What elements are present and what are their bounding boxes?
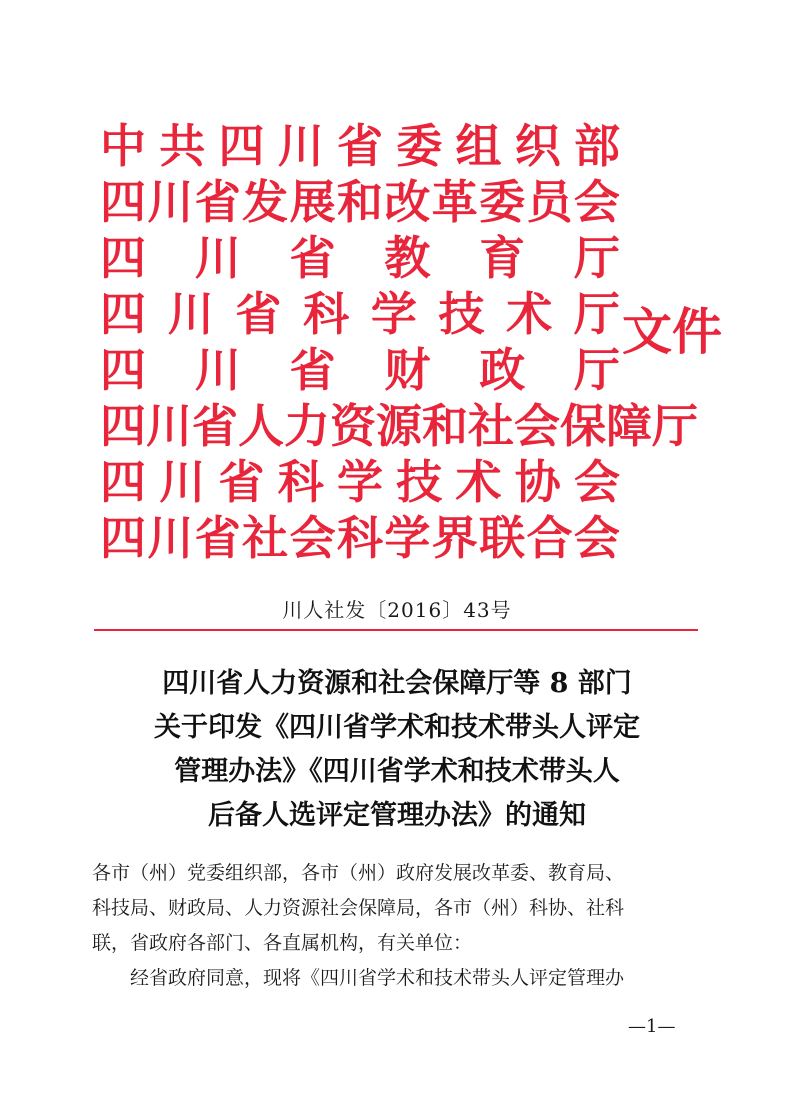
page-number: —1— <box>628 1016 676 1037</box>
document-suffix: 文件 <box>622 303 722 361</box>
body-line: 联，省政府各部门、各直属机构，有关单位： <box>92 932 473 954</box>
title-line: 后备人选评定管理办法》的通知 <box>208 800 586 831</box>
body-line: 各市（州）党委组织部，各市（州）政府发展改革委、教育局、 <box>92 862 625 884</box>
issuer-line: 四 川 省 社 会 科 学 界 联 合 会 <box>100 511 620 565</box>
document-number: 川人社发〔2016〕43号 <box>282 598 512 622</box>
body-line: 经省政府同意，现将《四川省学术和技术带头人评定管理办 <box>130 967 625 989</box>
body-line: 科技局、财政局、人力资源社会保障局，各市（州）科协、社科 <box>92 897 625 919</box>
issuer-line: 四 川 省 科 学 技 术 协 会 <box>100 455 620 509</box>
issuer-line: 四 川 省 科 学 技 术 厅 <box>100 287 620 341</box>
notice-body <box>92 856 704 996</box>
title-line: 管理办法》《四川省学术和技术带头人 <box>174 756 620 787</box>
issuer-line: 四 川 省 财 政 厅 <box>100 343 620 397</box>
issuer-line: 四 川 省 教 育 厅 <box>100 231 620 285</box>
title-line: 四川省人力资源和社会保障厅等 8 部门 <box>162 668 632 699</box>
red-separator-line <box>94 629 698 631</box>
issuer-line: 四 川 省 发 展 和 改 革 委 员 会 <box>100 175 620 229</box>
issuer-line: 四 川 省 人 力 资 源 和 社 会 保 障 厅 <box>100 399 698 453</box>
title-line: 关于印发《四川省学术和技术带头人评定 <box>154 712 640 743</box>
issuer-line: 中 共 四 川 省 委 组 织 部 <box>100 119 620 173</box>
notice-title <box>0 662 794 838</box>
